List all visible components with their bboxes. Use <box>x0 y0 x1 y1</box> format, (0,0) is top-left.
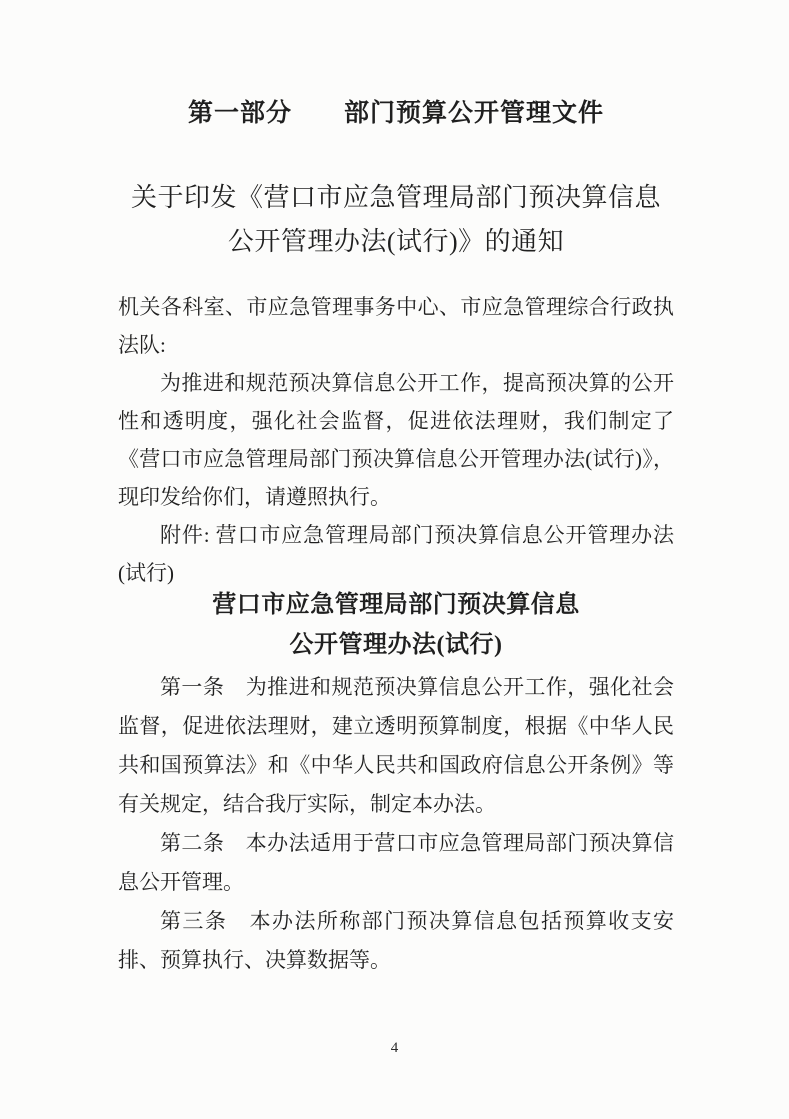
notice-title: 关于印发《营口市应急管理局部门预决算信息公开管理办法(试行)》的通知 <box>130 183 661 256</box>
salutation-line: 机关各科室、市应急管理事务中心、市应急管理综合行政执法队: <box>118 295 674 357</box>
intro-paragraph: 为推进和规范预决算信息公开工作，提高预决算的公开性和透明度，强化社会监督，促进依法理财，我们制定了《营口市应急管理局部门预决算信息公开管理办法(试行)》，现印发给你们，请遵照执行。 <box>118 371 674 509</box>
article-1: 第一条 为推进和规范预决算信息公开工作，强化社会监督，促进依法理财，建立透明预算制度，根据《中华人民共和国预算法》和《中华人民共和国政府信息公开条例》等有关规定，结合我厅实际，制定本办法。 <box>118 675 674 816</box>
measures-title-line2: 公开管理办法(试行) <box>289 632 503 658</box>
article-2: 第二条 本办法适用于营口市应急管理局部门预决算信息公开管理。 <box>118 831 674 894</box>
articles-block <box>118 668 674 980</box>
measures-title <box>118 585 674 665</box>
part-heading: 第一部分 部门预算公开管理文件 <box>187 100 604 127</box>
page-number: 4 <box>390 1040 399 1056</box>
notice-body <box>118 288 674 592</box>
article-3: 第三条 本办法所称部门预决算信息包括预算收支安排、预算执行、决算数据等。 <box>118 909 674 972</box>
attachment-note: 附件: 营口市应急管理局部门预决算信息公开管理办法(试行) <box>118 523 674 585</box>
measures-title-line1: 营口市应急管理局部门预决算信息 <box>212 592 580 618</box>
